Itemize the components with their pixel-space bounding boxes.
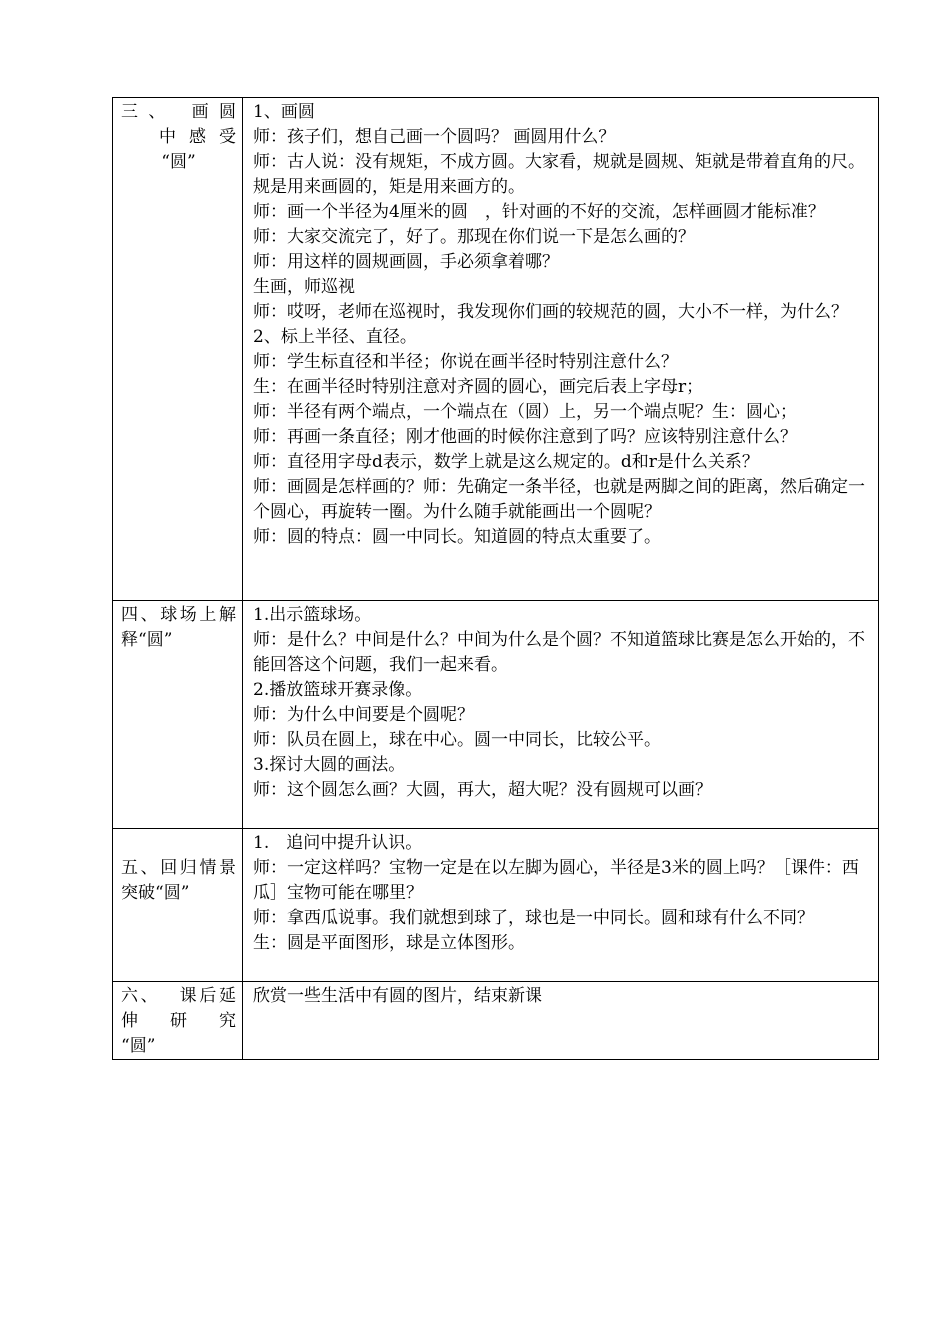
content-line: 生：在画半径时特别注意对齐圆的圆心，画完后表上字母r； [253, 377, 704, 397]
content-line: 师：一定这样吗？宝物一定是在以左脚为圆心，半径是3米的圆上吗？［课件：西瓜］宝物可能在哪里？ [253, 858, 859, 903]
content-line: 生画，师巡视 [253, 277, 355, 297]
lesson-section-row [113, 829, 879, 982]
lesson-section-row [113, 982, 879, 1060]
content-line [253, 1034, 874, 1059]
content-line [253, 803, 874, 828]
content-line [253, 956, 874, 981]
content-line: 师：画一个半径为4厘米的圆 ，针对画的不好的交流，怎样画圆才能标准？ [253, 202, 825, 222]
content-cell [243, 982, 879, 1060]
content-line: 师：是什么？中间是什么？中间为什么是个圆？不知道篮球比赛是怎么开始的，不能回答这个问题，我们一起来看。 [253, 630, 865, 675]
content-line: 师：画圆是怎样画的？师：先确定一条半径，也就是两脚之间的距离，然后确定一个圆心，再旋转一圈。为什么随手就能画出一个圆呢？ [253, 477, 865, 522]
lesson-section-row [113, 601, 879, 829]
content-line: 1. 追问中提升认识。 [253, 833, 423, 853]
stage-cell [113, 829, 243, 982]
content-line: 师：为什么中间要是个圆呢？ [253, 705, 474, 725]
stage-label-line: 突破“圆” [121, 883, 190, 903]
content-line [253, 575, 874, 600]
content-line: 欣赏一些生活中有圆的图片，结束新课 [253, 986, 542, 1006]
content-line: 师：这个圆怎么画？大圆，再大，超大呢？没有圆规可以画？ [253, 780, 712, 800]
content-line: 师：学生标直径和半径；你说在画半径时特别注意什么？ [253, 352, 678, 372]
content-cell [243, 601, 879, 829]
stage-label-line: 中感受 [159, 127, 236, 147]
content-line: 师：队员在圆上，球在中心。圆一中同长，比较公平。 [253, 730, 661, 750]
stage-cell [113, 982, 243, 1060]
content-line: 师：直径用字母d表示，数学上就是这么规定的。d和r是什么关系？ [253, 452, 759, 472]
content-line: 师：半径有两个端点，一个端点在（圆）上，另一个端点呢？生：圆心； [253, 402, 797, 422]
content-line: 师：孩子们，想自己画一个圆吗？ 画圆用什么？ [253, 127, 616, 147]
content-line: 2.播放篮球开赛录像。 [253, 680, 423, 700]
stage-label-line [121, 831, 236, 856]
lesson-plan-table [112, 97, 879, 1060]
content-line: 师：圆的特点：圆一中同长。知道圆的特点太重要了。 [253, 527, 661, 547]
content-cell [243, 98, 879, 601]
content-line: 师：拿西瓜说事。我们就想到球了，球也是一中同长。圆和球有什么不同？ [253, 908, 814, 928]
stage-label-line: 四、球场上解 [121, 605, 236, 625]
stage-label-line: “圆” [121, 1036, 156, 1056]
content-line [253, 1009, 874, 1034]
content-line: 师：古人说：没有规矩，不成方圆。大家看，规就是圆规、矩就是带着直角的尺。规是用来画圆的，矩是用来画方的。 [253, 152, 865, 197]
stage-label-line: 六、 课后延 [121, 986, 236, 1006]
content-line: 师：再画一条直径；刚才他画的时候你注意到了吗？应该特别注意什么？ [253, 427, 797, 447]
content-line: 1.出示篮球场。 [253, 605, 372, 625]
content-line: 师：大家交流完了，好了。那现在你们说一下是怎么画的？ [253, 227, 695, 247]
content-line: 师：用这样的圆规画圆，手必须拿着哪？ [253, 252, 559, 272]
stage-label-line: 三、 画圆 [121, 102, 236, 122]
content-cell [243, 829, 879, 982]
content-line: 1、画圆 [253, 102, 315, 122]
content-line: 3.探讨大圆的画法。 [253, 755, 406, 775]
stage-label-line: “圆” [161, 152, 196, 172]
stage-cell [113, 98, 243, 601]
stage-label-line: 伸 研 究 [121, 1011, 236, 1031]
stage-label-line: 释“圆” [121, 630, 173, 650]
content-line: 生：圆是平面图形，球是立体图形。 [253, 933, 525, 953]
lesson-section-row [113, 98, 879, 601]
stage-label-line: 五、回归情景 [121, 858, 236, 878]
content-line: 师：哎呀，老师在巡视时，我发现你们画的较规范的圆，大小不一样，为什么？ [253, 302, 848, 322]
content-line [253, 550, 874, 575]
content-line: 2、标上半径、直径。 [253, 327, 417, 347]
stage-cell [113, 601, 243, 829]
